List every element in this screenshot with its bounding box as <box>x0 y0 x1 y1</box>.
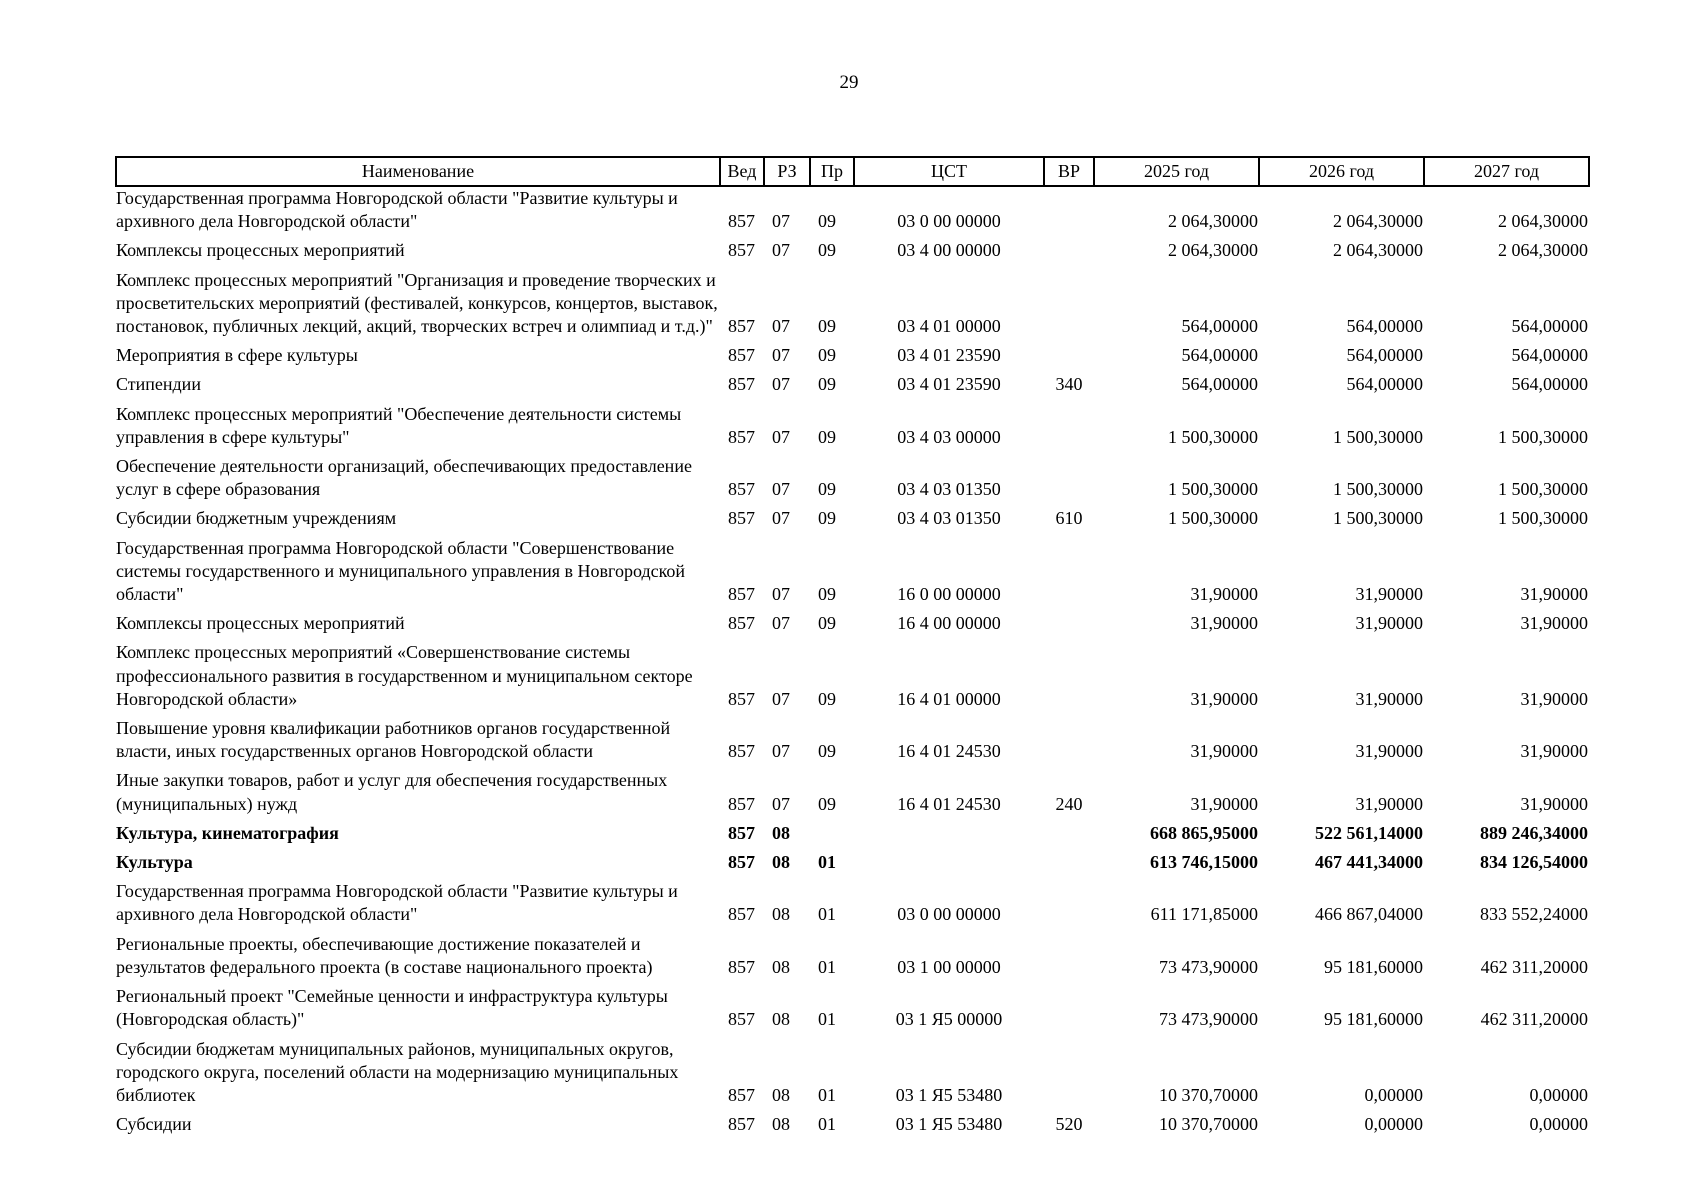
row-2027: 889 246,34000 <box>1480 822 1588 843</box>
row-2025: 31,90000 <box>1190 793 1258 814</box>
table-row <box>116 397 1589 449</box>
table-row <box>116 501 1589 530</box>
row-2026: 31,90000 <box>1355 688 1423 709</box>
row-2027: 564,00000 <box>1511 374 1588 395</box>
row-pr: 09 <box>818 584 836 605</box>
row-name: Государственная программа Новгородской области "Развитие культуры и архивного дела Новгородской области" <box>116 881 678 925</box>
table-row <box>116 874 1589 926</box>
row-2026: 0,00000 <box>1364 1114 1423 1135</box>
row-cst: 16 0 00 00000 <box>897 584 1001 605</box>
row-2026: 564,00000 <box>1346 316 1423 337</box>
row-2025: 31,90000 <box>1190 584 1258 605</box>
table-row <box>116 263 1589 339</box>
row-name: Стипендии <box>116 374 201 395</box>
row-name: Комплекс процессных мероприятий "Обеспечение деятельности системы управления в сфере культуры" <box>116 403 682 447</box>
row-name: Субсидии бюджетам муниципальных районов, муниципальных округов, городского округа, поселений области на модернизацию муниципальных библиотек <box>116 1038 679 1105</box>
row-rz: 07 <box>772 688 790 709</box>
row-rz: 08 <box>772 1009 790 1030</box>
row-cst <box>854 845 1044 874</box>
row-ved: 857 <box>728 1114 755 1135</box>
row-2025: 611 171,85000 <box>1150 904 1258 925</box>
table-row <box>116 1032 1589 1108</box>
header-vr: ВР <box>1044 157 1094 186</box>
row-2025: 73 473,90000 <box>1159 1009 1258 1030</box>
row-2026: 1 500,30000 <box>1333 479 1423 500</box>
row-rz: 07 <box>772 240 790 261</box>
row-ved: 857 <box>728 904 755 925</box>
row-ved: 857 <box>728 374 755 395</box>
row-2026: 2 064,30000 <box>1333 211 1423 232</box>
row-2027: 31,90000 <box>1520 741 1588 762</box>
row-2025: 1 500,30000 <box>1168 479 1258 500</box>
row-rz: 08 <box>772 1084 790 1105</box>
row-vr <box>1044 845 1094 874</box>
row-vr <box>1044 1032 1094 1108</box>
row-ved: 857 <box>728 793 755 814</box>
row-pr: 09 <box>818 793 836 814</box>
row-2027: 1 500,30000 <box>1498 479 1588 500</box>
row-pr: 09 <box>818 240 836 261</box>
header-pr: Пр <box>810 157 854 186</box>
row-ved: 857 <box>728 316 755 337</box>
row-ved: 857 <box>728 345 755 366</box>
row-name: Повышение уровня квалификации работников органов государственной власти, иных государственных органов Новгородской области <box>116 718 671 762</box>
row-ved: 857 <box>728 852 755 873</box>
row-2026: 1 500,30000 <box>1333 508 1423 529</box>
row-name: Культура, кинематография <box>116 822 339 843</box>
row-pr: 09 <box>818 426 836 447</box>
row-pr: 01 <box>818 852 836 873</box>
row-vr <box>1044 979 1094 1031</box>
row-2026: 467 441,34000 <box>1315 852 1423 873</box>
row-name: Комплекс процессных мероприятий «Совершенствование системы профессионального развития в государственном и муниципальном секторе Новгородской области» <box>116 642 693 709</box>
row-2026: 31,90000 <box>1355 613 1423 634</box>
table-row <box>116 1107 1589 1136</box>
row-vr <box>1044 338 1094 367</box>
row-pr <box>810 816 854 845</box>
row-2026: 2 064,30000 <box>1333 240 1423 261</box>
row-2026: 0,00000 <box>1364 1084 1423 1105</box>
row-2025: 31,90000 <box>1190 688 1258 709</box>
row-rz: 08 <box>772 956 790 977</box>
row-cst: 03 4 01 23590 <box>897 374 1001 395</box>
row-2025: 10 370,70000 <box>1159 1114 1258 1135</box>
row-name: Государственная программа Новгородской области "Развитие культуры и архивного дела Новгородской области" <box>116 188 678 232</box>
row-vr <box>1044 233 1094 262</box>
row-vr <box>1044 816 1094 845</box>
row-2026: 522 561,14000 <box>1315 822 1423 843</box>
table-row <box>116 449 1589 501</box>
budget-table <box>115 156 1590 1136</box>
row-2026: 564,00000 <box>1346 345 1423 366</box>
row-cst: 03 1 00 00000 <box>897 956 1001 977</box>
row-2025: 10 370,70000 <box>1159 1084 1258 1105</box>
row-2026: 564,00000 <box>1346 374 1423 395</box>
row-rz: 08 <box>772 1114 790 1135</box>
row-ved: 857 <box>728 426 755 447</box>
row-name: Субсидии бюджетным учреждениям <box>116 508 397 529</box>
row-vr: 240 <box>1055 793 1083 814</box>
row-name: Комплексы процессных мероприятий <box>116 613 405 634</box>
table-row <box>116 186 1589 233</box>
table-header-row <box>116 157 1589 186</box>
row-cst: 03 0 00 00000 <box>897 904 1001 925</box>
row-2025: 564,00000 <box>1181 316 1258 337</box>
row-2025: 2 064,30000 <box>1168 240 1258 261</box>
row-vr <box>1044 606 1094 635</box>
row-2027: 2 064,30000 <box>1498 240 1588 261</box>
row-name: Иные закупки товаров, работ и услуг для обеспечения государственных (муниципальных) нужд <box>116 770 668 814</box>
row-2027: 31,90000 <box>1520 688 1588 709</box>
row-vr: 340 <box>1055 374 1083 395</box>
row-vr <box>1044 263 1094 339</box>
row-rz: 08 <box>772 852 790 873</box>
row-vr <box>1044 635 1094 711</box>
row-2026: 31,90000 <box>1355 741 1423 762</box>
row-cst <box>854 816 1044 845</box>
row-2027: 31,90000 <box>1520 584 1588 605</box>
row-vr <box>1044 874 1094 926</box>
row-name: Мероприятия в сфере культуры <box>116 345 358 366</box>
row-2027: 564,00000 <box>1511 316 1588 337</box>
table-row <box>116 338 1589 367</box>
row-ved: 857 <box>728 1009 755 1030</box>
row-vr: 610 <box>1055 508 1083 529</box>
row-pr: 09 <box>818 316 836 337</box>
table-row <box>116 763 1589 815</box>
row-2026: 31,90000 <box>1355 584 1423 605</box>
row-rz: 07 <box>772 374 790 395</box>
row-pr: 01 <box>818 1114 836 1135</box>
row-cst: 03 4 03 01350 <box>897 479 1001 500</box>
row-cst: 03 4 00 00000 <box>897 240 1001 261</box>
row-pr: 09 <box>818 508 836 529</box>
row-pr: 09 <box>818 345 836 366</box>
table-row <box>116 367 1589 396</box>
row-cst: 03 1 Я5 53480 <box>895 1114 1003 1135</box>
row-rz: 07 <box>772 508 790 529</box>
row-2025: 2 064,30000 <box>1168 211 1258 232</box>
row-pr: 09 <box>818 688 836 709</box>
row-2025: 564,00000 <box>1181 374 1258 395</box>
row-name: Государственная программа Новгородской области "Совершенствование системы государственного и муниципального управления в Новгородской области" <box>116 537 686 605</box>
row-2026: 466 867,04000 <box>1315 904 1423 925</box>
row-ved: 857 <box>728 613 755 634</box>
row-ved: 857 <box>728 956 755 977</box>
row-2026: 1 500,30000 <box>1333 426 1423 447</box>
row-2027: 833 552,24000 <box>1480 904 1588 925</box>
row-cst: 03 4 01 00000 <box>897 316 1001 337</box>
row-2025: 1 500,30000 <box>1168 508 1258 529</box>
row-2025: 613 746,15000 <box>1150 852 1258 873</box>
page-number: 29 <box>839 72 859 93</box>
row-vr: 520 <box>1055 1114 1083 1135</box>
row-rz: 07 <box>772 426 790 447</box>
row-cst: 03 0 00 00000 <box>897 211 1001 232</box>
row-2025: 564,00000 <box>1181 345 1258 366</box>
row-vr <box>1044 711 1094 763</box>
row-cst: 16 4 01 00000 <box>897 688 1001 709</box>
table-row <box>116 845 1589 874</box>
row-ved: 857 <box>728 508 755 529</box>
row-name: Региональный проект "Семейные ценности и инфраструктура культуры (Новгородская область)" <box>116 986 668 1030</box>
row-name: Субсидии <box>116 1114 192 1135</box>
row-vr <box>1044 927 1094 979</box>
table-row <box>116 927 1589 979</box>
row-cst: 16 4 01 24530 <box>897 793 1001 814</box>
row-name: Обеспечение деятельности организаций, обеспечивающих предоставление услуг в сфере образования <box>116 456 692 500</box>
row-2027: 1 500,30000 <box>1498 426 1588 447</box>
row-cst: 03 4 03 01350 <box>897 508 1001 529</box>
row-2025: 668 865,95000 <box>1150 822 1258 843</box>
row-2025: 31,90000 <box>1190 613 1258 634</box>
row-rz: 07 <box>772 741 790 762</box>
table-row <box>116 606 1589 635</box>
row-2026: 31,90000 <box>1355 793 1423 814</box>
row-ved: 857 <box>728 211 755 232</box>
row-rz: 07 <box>772 793 790 814</box>
row-name: Комплекс процессных мероприятий "Организация и проведение творческих и просветительских мероприятий (фестивалей, конкурсов, концертов, выставок, постановок, публичных лекций, акций, творческих встреч и олимпиад и т.д.)" <box>116 269 718 337</box>
row-pr: 09 <box>818 211 836 232</box>
row-cst: 03 4 01 23590 <box>897 345 1001 366</box>
row-2027: 834 126,54000 <box>1480 852 1588 873</box>
table-row <box>116 711 1589 763</box>
header-2025: 2025 год <box>1094 157 1259 186</box>
row-2027: 462 311,20000 <box>1480 1009 1588 1030</box>
table-row <box>116 979 1589 1031</box>
table-row <box>116 816 1589 845</box>
row-rz: 07 <box>772 584 790 605</box>
row-2025: 73 473,90000 <box>1159 956 1258 977</box>
row-2027: 462 311,20000 <box>1480 956 1588 977</box>
row-name: Региональные проекты, обеспечивающие достижение показателей и результатов федерального проекта (в составе национального проекта) <box>116 933 653 977</box>
row-2025: 1 500,30000 <box>1168 426 1258 447</box>
row-2025: 31,90000 <box>1190 741 1258 762</box>
table-row <box>116 531 1589 607</box>
header-ved: Вед <box>720 157 764 186</box>
row-pr: 09 <box>818 374 836 395</box>
row-2027: 2 064,30000 <box>1498 211 1588 232</box>
header-2027: 2027 год <box>1424 157 1589 186</box>
row-ved: 857 <box>728 688 755 709</box>
row-pr: 01 <box>818 904 836 925</box>
row-vr <box>1044 397 1094 449</box>
header-cst: ЦСТ <box>854 157 1044 186</box>
row-rz: 07 <box>772 613 790 634</box>
header-name: Наименование <box>116 157 720 186</box>
row-2026: 95 181,60000 <box>1324 956 1423 977</box>
row-vr <box>1044 186 1094 233</box>
row-cst: 16 4 00 00000 <box>897 613 1001 634</box>
row-pr: 09 <box>818 613 836 634</box>
row-pr: 01 <box>818 1009 836 1030</box>
row-rz: 08 <box>772 904 790 925</box>
row-rz: 07 <box>772 479 790 500</box>
row-name: Комплексы процессных мероприятий <box>116 240 405 261</box>
header-rz: РЗ <box>764 157 810 186</box>
row-pr: 09 <box>818 741 836 762</box>
row-ved: 857 <box>728 240 755 261</box>
row-rz: 07 <box>772 316 790 337</box>
row-name: Культура <box>116 852 193 873</box>
row-ved: 857 <box>728 1084 755 1105</box>
row-ved: 857 <box>728 822 755 843</box>
row-ved: 857 <box>728 479 755 500</box>
table-row <box>116 233 1589 262</box>
row-cst: 03 1 Я5 00000 <box>895 1009 1003 1030</box>
row-ved: 857 <box>728 584 755 605</box>
row-2027: 0,00000 <box>1529 1084 1588 1105</box>
row-2027: 0,00000 <box>1529 1114 1588 1135</box>
row-2027: 1 500,30000 <box>1498 508 1588 529</box>
row-vr <box>1044 449 1094 501</box>
table-row <box>116 635 1589 711</box>
row-ved: 857 <box>728 741 755 762</box>
table-body <box>116 186 1589 1136</box>
row-cst: 03 1 Я5 53480 <box>895 1084 1003 1105</box>
row-cst: 16 4 01 24530 <box>897 741 1001 762</box>
row-vr <box>1044 531 1094 607</box>
row-rz: 07 <box>772 211 790 232</box>
header-2026: 2026 год <box>1259 157 1424 186</box>
row-rz: 07 <box>772 345 790 366</box>
row-2027: 31,90000 <box>1520 613 1588 634</box>
row-2027: 564,00000 <box>1511 345 1588 366</box>
row-pr: 01 <box>818 956 836 977</box>
row-2027: 31,90000 <box>1520 793 1588 814</box>
row-cst: 03 4 03 00000 <box>897 426 1001 447</box>
row-pr: 09 <box>818 479 836 500</box>
row-pr: 01 <box>818 1084 836 1105</box>
row-2026: 95 181,60000 <box>1324 1009 1423 1030</box>
row-rz: 08 <box>772 822 790 843</box>
